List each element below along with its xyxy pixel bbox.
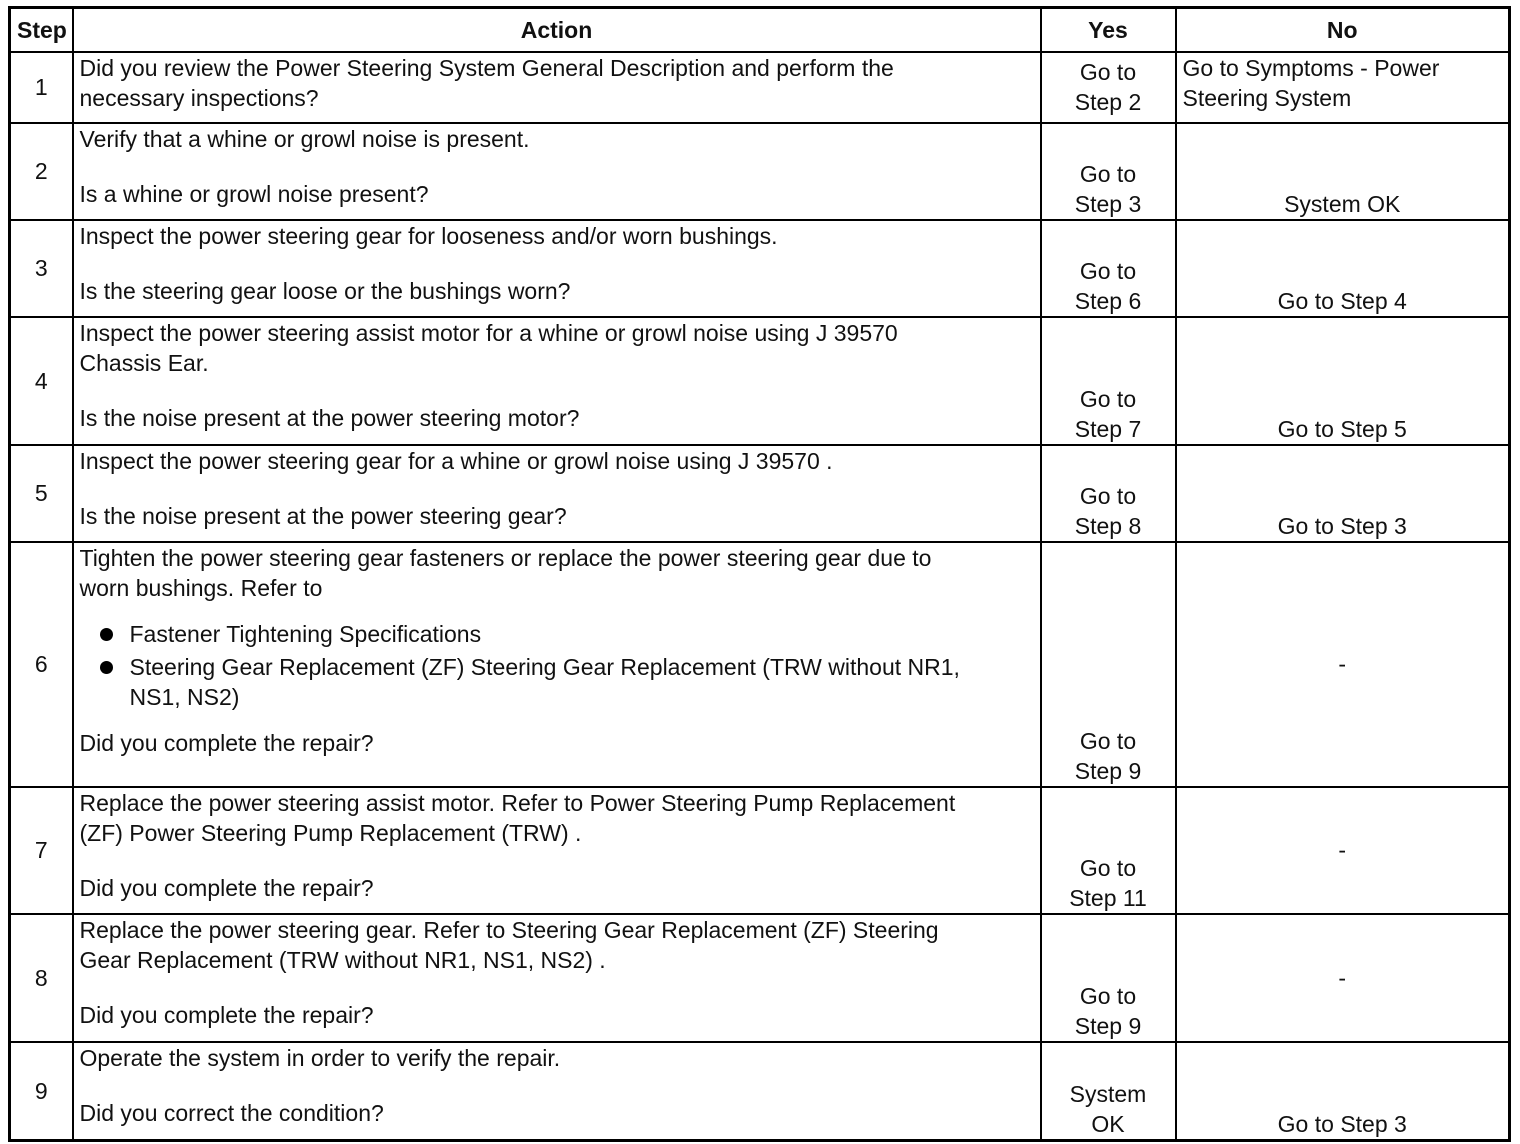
- action-cell: [73, 52, 1041, 123]
- step-number: 2: [10, 123, 73, 220]
- yes-text: Go to: [1079, 982, 1137, 1009]
- diagnostic-table: [8, 6, 1511, 1142]
- action-text: Tighten the power steering gear fasteners or replace the power steering gear due to: [79, 544, 932, 571]
- action-question: Is the noise present at the power steering motor?: [79, 404, 580, 431]
- yes-text: OK: [1091, 1111, 1125, 1137]
- step-number: 9: [10, 1042, 73, 1141]
- table-row: [10, 123, 1510, 220]
- action-question: Is the noise present at the power steering gear?: [79, 502, 567, 529]
- no-text: Steering System: [1182, 84, 1352, 111]
- action-text: Inspect the power steering gear for looseness and/or worn bushings.: [79, 222, 778, 249]
- no-text: -: [1338, 837, 1347, 863]
- yes-text: Step 7: [1074, 415, 1142, 442]
- no-cell: [1176, 317, 1510, 445]
- yes-cell: [1041, 123, 1176, 220]
- action-text: Inspect the power steering assist motor for a whine or growl noise using J 39570: [79, 319, 898, 346]
- header-row: [10, 8, 1510, 52]
- no-text: Go to Step 3: [1277, 1111, 1407, 1137]
- no-text: System OK: [1284, 190, 1401, 217]
- action-cell: [73, 123, 1041, 220]
- step-number: 8: [10, 914, 73, 1042]
- action-text: Gear Replacement (TRW without NR1, NS1, NS2) .: [79, 946, 606, 973]
- bullet-icon: [100, 661, 113, 674]
- action-cell: [73, 914, 1041, 1042]
- reference-link[interactable]: Fastener Tightening Specifications: [129, 620, 482, 647]
- table-row: [10, 445, 1510, 542]
- yes-text: Step 9: [1074, 1012, 1142, 1039]
- yes-text: Go to: [1079, 385, 1137, 412]
- no-cell: [1176, 787, 1510, 914]
- action-cell: [73, 787, 1041, 914]
- step-number: 6: [10, 542, 73, 787]
- header-action: Action: [73, 8, 1041, 52]
- no-text: Go to Step 4: [1277, 287, 1407, 314]
- action-question: Did you complete the repair?: [79, 729, 374, 756]
- action-text: Operate the system in order to verify the repair.: [79, 1044, 561, 1071]
- yes-text: System: [1069, 1081, 1147, 1107]
- no-cell: [1176, 123, 1510, 220]
- yes-text: Step 3: [1074, 190, 1142, 217]
- action-question: Did you complete the repair?: [79, 1001, 374, 1028]
- table-row: [10, 914, 1510, 1042]
- action-cell: [73, 220, 1041, 317]
- action-text: Did you review the Power Steering System General Description and perform the: [79, 54, 894, 81]
- action-question: Did you complete the repair?: [79, 874, 374, 901]
- action-text: (ZF) Power Steering Pump Replacement (TRW) .: [79, 819, 582, 846]
- action-text: Inspect the power steering gear for a whine or growl noise using J 39570 .: [79, 447, 833, 474]
- yes-text: Go to: [1079, 727, 1137, 754]
- reference-list: [80, 619, 1034, 712]
- header-yes: Yes: [1041, 8, 1176, 52]
- yes-text: Step 2: [1074, 88, 1142, 115]
- no-cell: [1176, 445, 1510, 542]
- step-number: 5: [10, 445, 73, 542]
- yes-cell: [1041, 914, 1176, 1042]
- action-question: Is a whine or growl noise present?: [79, 180, 429, 207]
- yes-cell: [1041, 220, 1176, 317]
- yes-text: Step 11: [1069, 884, 1147, 911]
- step-number: 7: [10, 787, 73, 914]
- yes-cell: [1041, 542, 1176, 787]
- action-text: worn bushings. Refer to: [79, 574, 323, 601]
- step-number: 1: [10, 52, 73, 123]
- list-item: [80, 619, 1034, 649]
- reference-link[interactable]: NS1, NS2): [129, 683, 240, 710]
- action-text: Chassis Ear.: [79, 349, 209, 376]
- action-text: Replace the power steering assist motor. Refer to Power Steering Pump Replacement: [79, 789, 956, 816]
- table-row: [10, 317, 1510, 445]
- action-cell: [73, 445, 1041, 542]
- no-text: Go to Symptoms - Power: [1182, 54, 1440, 81]
- no-cell: [1176, 52, 1510, 123]
- step-number: 4: [10, 317, 73, 445]
- bullet-icon: [100, 628, 113, 641]
- yes-text: Go to: [1079, 482, 1137, 509]
- yes-text: Go to: [1079, 58, 1137, 85]
- no-text: -: [1338, 964, 1347, 991]
- no-text: Go to Step 3: [1277, 512, 1407, 539]
- no-cell: [1176, 914, 1510, 1042]
- action-question: Did you correct the condition?: [79, 1099, 384, 1126]
- no-cell: [1176, 220, 1510, 317]
- yes-cell: [1041, 1042, 1176, 1141]
- yes-cell: [1041, 317, 1176, 445]
- step-number: 3: [10, 220, 73, 317]
- action-text: necessary inspections?: [79, 84, 319, 111]
- no-cell: [1176, 542, 1510, 787]
- yes-text: Step 9: [1074, 757, 1142, 784]
- table-row: [10, 542, 1510, 787]
- yes-cell: [1041, 445, 1176, 542]
- yes-text: Step 8: [1074, 512, 1142, 539]
- yes-text: Go to: [1079, 257, 1137, 284]
- table-row: [10, 52, 1510, 123]
- yes-cell: [1041, 52, 1176, 123]
- action-text: Verify that a whine or growl noise is present.: [79, 125, 530, 152]
- yes-text: Go to: [1079, 160, 1137, 187]
- no-text: Go to Step 5: [1277, 415, 1407, 442]
- table-row: [10, 787, 1510, 914]
- yes-text: Go to: [1079, 854, 1137, 881]
- no-cell: [1176, 1042, 1510, 1141]
- reference-link[interactable]: Steering Gear Replacement (ZF) Steering Gear Replacement (TRW without NR1,: [129, 653, 960, 680]
- action-question: Is the steering gear loose or the bushings worn?: [79, 277, 571, 304]
- action-cell: [73, 542, 1041, 787]
- action-cell: [73, 317, 1041, 445]
- header-no: No: [1176, 8, 1510, 52]
- table-row: [10, 1042, 1510, 1141]
- action-text: Replace the power steering gear. Refer to Steering Gear Replacement (ZF) Steering: [79, 916, 939, 943]
- no-text: -: [1338, 651, 1347, 677]
- list-item: [80, 652, 1034, 712]
- action-cell: [73, 1042, 1041, 1141]
- header-step: Step: [10, 8, 73, 52]
- table-row: [10, 220, 1510, 317]
- yes-text: Step 6: [1074, 287, 1142, 314]
- yes-cell: [1041, 787, 1176, 914]
